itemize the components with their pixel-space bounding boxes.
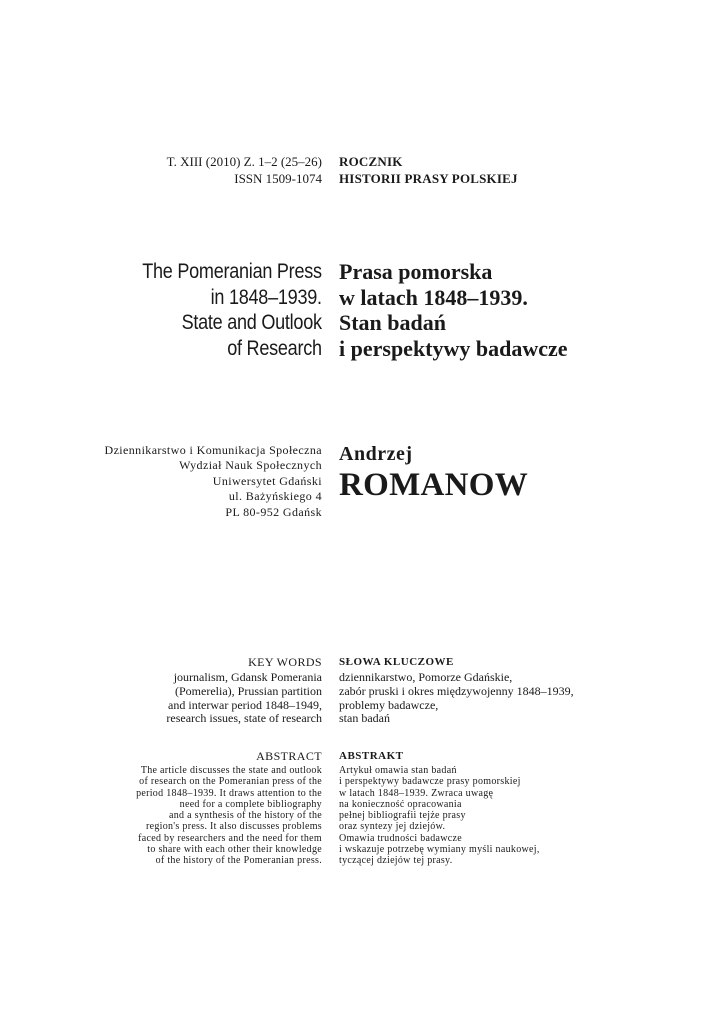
abstract-pl-line: Artykuł omawia stan badań bbox=[339, 765, 457, 776]
affiliation-line: Uniwersytet Gdański bbox=[212, 473, 322, 488]
abstract-en-line: region's press. It also discusses problems bbox=[145, 821, 322, 833]
keywords-en bbox=[166, 671, 322, 726]
affiliation-line: Wydział Nauk Społecznych bbox=[179, 458, 322, 473]
polish-title-line: Stan badań bbox=[339, 310, 447, 335]
abstract-en-line: and a synthesis of the history of the bbox=[168, 810, 322, 822]
volume-line: T. XIII (2010) Z. 1–2 (25–26) bbox=[166, 154, 322, 169]
keywords-pl-line: zabór pruski i okres międzywojenny 1848–1939, bbox=[339, 683, 574, 698]
abstract-pl-line: na konieczność opracowania bbox=[339, 798, 462, 810]
keywords-pl-line: stan badań bbox=[339, 711, 390, 726]
affiliation-line: Dziennikarstwo i Komunikacja Społeczna bbox=[104, 443, 322, 457]
abstract-en-line: faced by researchers and the need for them bbox=[138, 832, 322, 844]
abstract-pl-line: i perspektywy badawcze prasy pomorskiej bbox=[339, 776, 521, 788]
author-last-name: ROMANOW bbox=[339, 467, 529, 503]
abstract-heading-en: ABSTRACT bbox=[256, 749, 322, 763]
keywords-en-line: (Pomerelia), Prussian partition bbox=[175, 683, 322, 698]
abstract-pl-line: w latach 1848–1939. Zwraca uwagę bbox=[339, 787, 494, 799]
abstract-pl-line: i wskazuje potrzebę wymiany myśli naukowej, bbox=[339, 844, 540, 856]
abstract-en bbox=[136, 765, 322, 867]
abstract-pl-line: pełnej bibliografii tejże prasy bbox=[339, 810, 466, 822]
keywords-en-line: journalism, Gdansk Pomerania bbox=[173, 670, 322, 684]
abstract-en-line: of research on the Pomeranian press of the bbox=[139, 776, 322, 788]
abstract-en-line: need for a complete bibliography bbox=[179, 798, 322, 810]
english-title-line: The Pomeranian Press bbox=[142, 260, 322, 283]
keywords-pl-line: dziennikarstwo, Pomorze Gdańskie, bbox=[339, 670, 513, 684]
polish-title-line: Prasa pomorska bbox=[339, 259, 493, 284]
journal-name-line-1: ROCZNIK bbox=[339, 154, 403, 169]
abstract-pl bbox=[339, 765, 540, 867]
keywords-en-line: research issues, state of research bbox=[166, 711, 322, 726]
english-title-line: in 1848–1939. bbox=[210, 285, 322, 309]
abstract-en-line: The article discusses the state and outlook bbox=[140, 765, 322, 776]
journal-meta bbox=[167, 153, 322, 187]
polish-title-line: w latach 1848–1939. bbox=[339, 284, 528, 310]
abstract-en-line: of the history of the Pomeranian press. bbox=[155, 855, 322, 867]
journal-name bbox=[339, 153, 518, 187]
affiliation-line: ul. Bażyńskiego 4 bbox=[228, 489, 322, 504]
keywords-heading-pl: SŁOWA KLUCZOWE bbox=[339, 656, 454, 668]
abstract-pl-line: oraz syntezy jej dziejów. bbox=[339, 821, 446, 833]
polish-title-line: i perspektywy badawcze bbox=[339, 335, 568, 361]
keywords-pl bbox=[339, 671, 574, 726]
author-first-name: Andrzej bbox=[339, 443, 413, 465]
abstract-heading-pl: ABSTRAKT bbox=[339, 750, 404, 762]
affiliation-line: PL 80-952 Gdańsk bbox=[225, 504, 322, 519]
abstract-pl-line: tyczącej dziejów tej prasy. bbox=[339, 855, 453, 867]
keywords-en-line: and interwar period 1848–1949, bbox=[168, 697, 322, 712]
english-title-line: State and Outlook bbox=[181, 311, 322, 334]
keywords-heading-en: KEY WORDS bbox=[248, 655, 322, 669]
abstract-pl-line: Omawia trudności badawcze bbox=[339, 832, 463, 844]
issn-line: ISSN 1509-1074 bbox=[234, 171, 322, 186]
abstract-en-line: to share with each other their knowledge bbox=[147, 844, 322, 856]
author-affiliation bbox=[105, 443, 322, 520]
english-title bbox=[142, 259, 322, 361]
journal-name-line-2: HISTORII PRASY POLSKIEJ bbox=[339, 171, 518, 186]
keywords-pl-line: problemy badawcze, bbox=[339, 697, 439, 712]
polish-title bbox=[339, 259, 568, 361]
abstract-en-line: period 1848–1939. It draws attention to the bbox=[136, 787, 322, 799]
english-title-line: of Research bbox=[227, 336, 322, 360]
